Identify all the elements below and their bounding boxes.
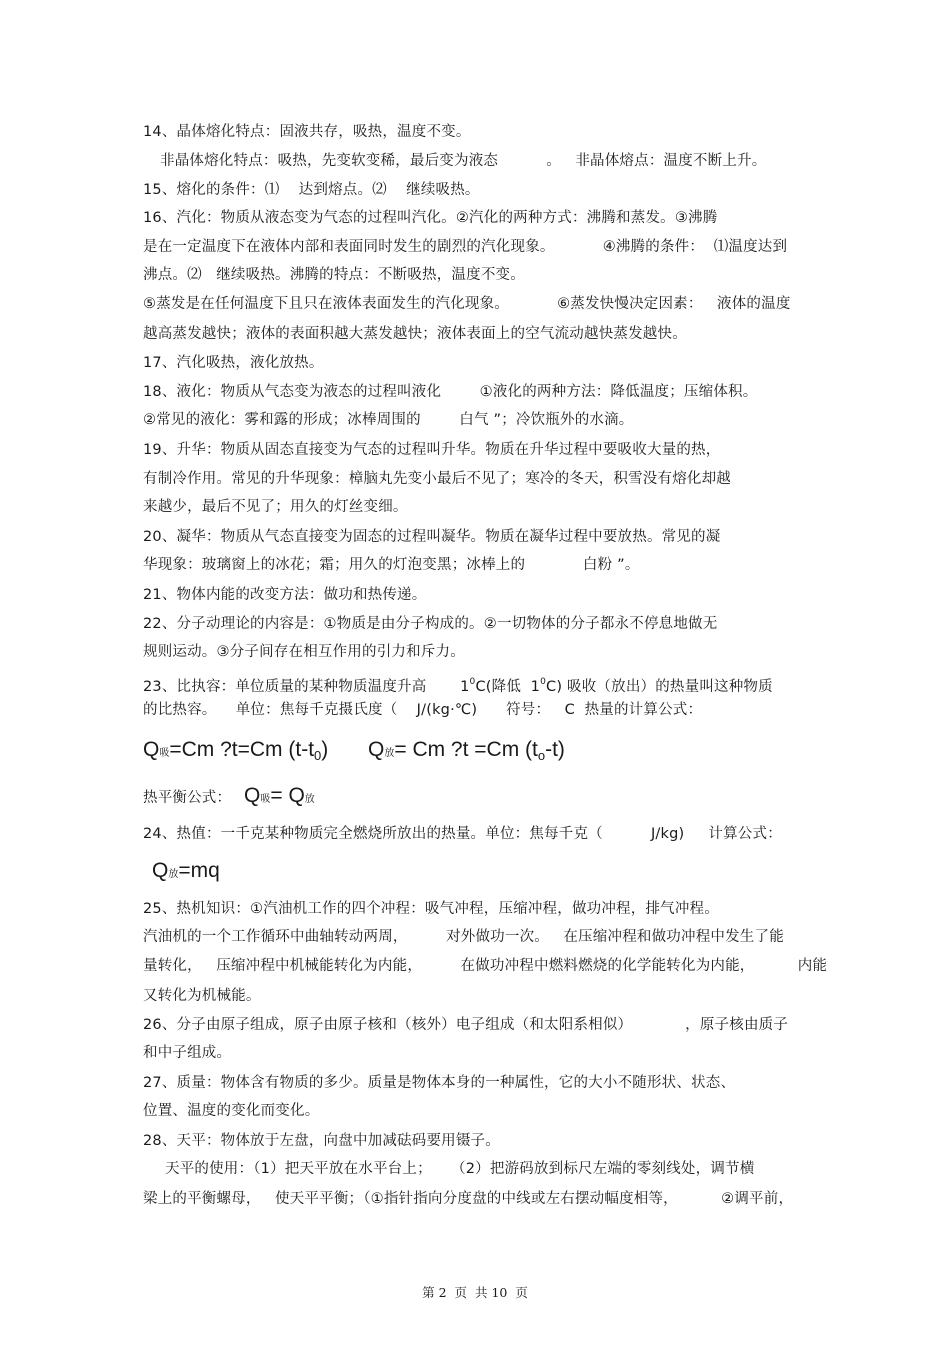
text-line: 19、升华：物质从固态直接变为气态的过程叫升华。物质在升华过程中要吸收大量的热，	[143, 442, 721, 458]
text-line: 16、汽化：物质从液态变为气态的过程叫汽化。②汽化的两种方式：沸腾和蒸发。③沸腾	[143, 210, 718, 226]
formula-subscript: 吸	[159, 748, 170, 759]
text-line: 来越少，最后不见了；用久的灯丝变细。	[143, 499, 408, 515]
formula-heat-value	[152, 858, 220, 888]
text-line	[143, 672, 773, 697]
formula-q: Q	[244, 784, 261, 807]
formula-text: = Cm ?t =Cm (t	[394, 738, 538, 761]
formula-subscript: 放	[304, 794, 315, 805]
text-line: 天平的使用：（1）把天平放在水平台上； （2）把游码放到标尺左端的零刻线处，调节横	[165, 1161, 755, 1177]
text-line: 18、液化：物质从气态变为液态的过程叫液化 ①液化的两种方法：降低温度；压缩体积。	[143, 384, 758, 400]
text-line: 22、分子动理论的内容是：①物质是由分子构成的。②一切物体的分子都永不停息地做无	[143, 616, 718, 632]
formula-q: Q	[143, 738, 160, 761]
text-line: 沸点。⑵ 继续吸热。沸腾的特点：不断吸热，温度不变。	[143, 267, 525, 283]
formula-heat-balance	[244, 783, 315, 813]
text-line: 越高蒸发越快；液体的表面积越大蒸发越快；液体表面上的空气流动越快蒸发越快。	[143, 326, 687, 342]
text-line: 梁上的平衡螺母， 使天平平衡；（①指针指向分度盘的中线或左右摆动幅度相等， ②调平前，	[143, 1191, 794, 1207]
text-line: 又转化为机械能。	[143, 988, 261, 1004]
text-line: 24、热值：一千克某种物质完全燃烧所放出的热量。单位：焦每千克（ J/kg) 计算公式：	[143, 826, 782, 842]
formula-subscript: o	[537, 748, 546, 763]
superscript: 0	[540, 677, 547, 687]
text-line: 非晶体熔化特点：吸热，先变软变稀，最后变为液态 。 非晶体熔点：温度不断上升。	[160, 153, 767, 169]
formula-text: -t)	[545, 738, 565, 761]
text-line: 华现象：玻璃窗上的冰花；霜；用久的灯泡变黑；冰棒上的 白粉 ”。	[143, 557, 640, 573]
formula-subscript: 0	[314, 748, 322, 763]
text-seg: C) 吸收（放出）的热量叫这种物质	[546, 679, 773, 695]
text-line: 热平衡公式：	[143, 790, 232, 806]
formula-q-release	[368, 737, 565, 769]
text-line: 和中子组成。	[143, 1045, 232, 1061]
text-line: 量转化， 压缩冲程中机械能转化为内能， 在做功冲程中燃料燃烧的化学能转化为内能， 内能	[143, 958, 828, 974]
text-line: ②常见的液化：雾和露的形成；冰棒周围的 白气 ”；冷饮瓶外的水滴。	[143, 412, 634, 428]
formula-text: = Q	[270, 784, 305, 807]
text-line: 27、质量：物体含有物质的多少。质量是物体本身的一种属性，它的大小不随形状、状态、	[143, 1075, 736, 1091]
text-seg: C(降低 1	[475, 679, 541, 695]
formula-subscript: 放	[384, 748, 395, 759]
formula-q: Q	[368, 738, 385, 761]
superscript: 0	[469, 677, 476, 687]
text-line: 汽油机的一个工作循环中曲轴转动两周， 对外做功一次。 在压缩冲程和做功冲程中发生了能	[143, 929, 784, 945]
text-line: 21、物体内能的改变方法：做功和热传递。	[143, 587, 427, 603]
text-line: 15、熔化的条件：⑴ 达到熔点。⑵ 继续吸热。	[143, 182, 480, 198]
formula-text: =Cm ?t=Cm (t-t	[169, 738, 315, 761]
text-line: 的比热容。 单位：焦每千克摄氏度（ J/(kg·℃) 符号： C 热量的计算公式：	[143, 702, 703, 718]
text-line: 有制冷作用。常见的升华现象：樟脑丸先变小最后不见了；寒冷的冬天，积雪没有熔化却越	[143, 471, 731, 487]
formula-q-absorb	[143, 737, 328, 769]
text-line: 25、热机知识：①汽油机工作的四个冲程：吸气冲程，压缩冲程，做功冲程，排气冲程。	[143, 901, 719, 917]
formula-text: =mq	[178, 859, 220, 882]
text-seg: 23、比执容：单位质量的某种物质温度升高 1	[143, 679, 470, 695]
formula-subscript: 吸	[260, 794, 271, 805]
text-line: 规则运动。③分子间存在相互作用的引力和斥力。	[143, 644, 465, 660]
text-line: 20、凝华：物质从气态直接变为固态的过程叫凝华。物质在凝华过程中要放热。常见的凝	[143, 529, 721, 545]
text-line: 是在一定温度下在液体内部和表面同时发生的剧烈的汽化现象。 ④沸腾的条件： ⑴温度达到	[143, 239, 788, 255]
formula-text: )	[321, 738, 329, 761]
text-line: ⑤蒸发是在任何温度下且只在液体表面发生的汽化现象。 ⑥蒸发快慢决定因素： 液体的温度	[143, 296, 791, 312]
page-footer: 第 2 页 共 10 页	[422, 1285, 528, 1300]
text-line: 26、分子由原子组成，原子由原子核和（核外）电子组成（和太阳系相似） ，原子核由质子	[143, 1017, 789, 1033]
formula-q: Q	[152, 859, 169, 882]
formula-subscript: 放	[168, 869, 179, 880]
text-line: 28、天平：物体放于左盘，向盘中加减砝码要用镊子。	[143, 1133, 500, 1149]
text-line: 14、晶体熔化特点：固液共存，吸热，温度不变。	[143, 124, 471, 140]
text-line: 17、汽化吸热，液化放热。	[143, 355, 324, 371]
text-line: 位置、温度的变化而变化。	[143, 1103, 320, 1119]
